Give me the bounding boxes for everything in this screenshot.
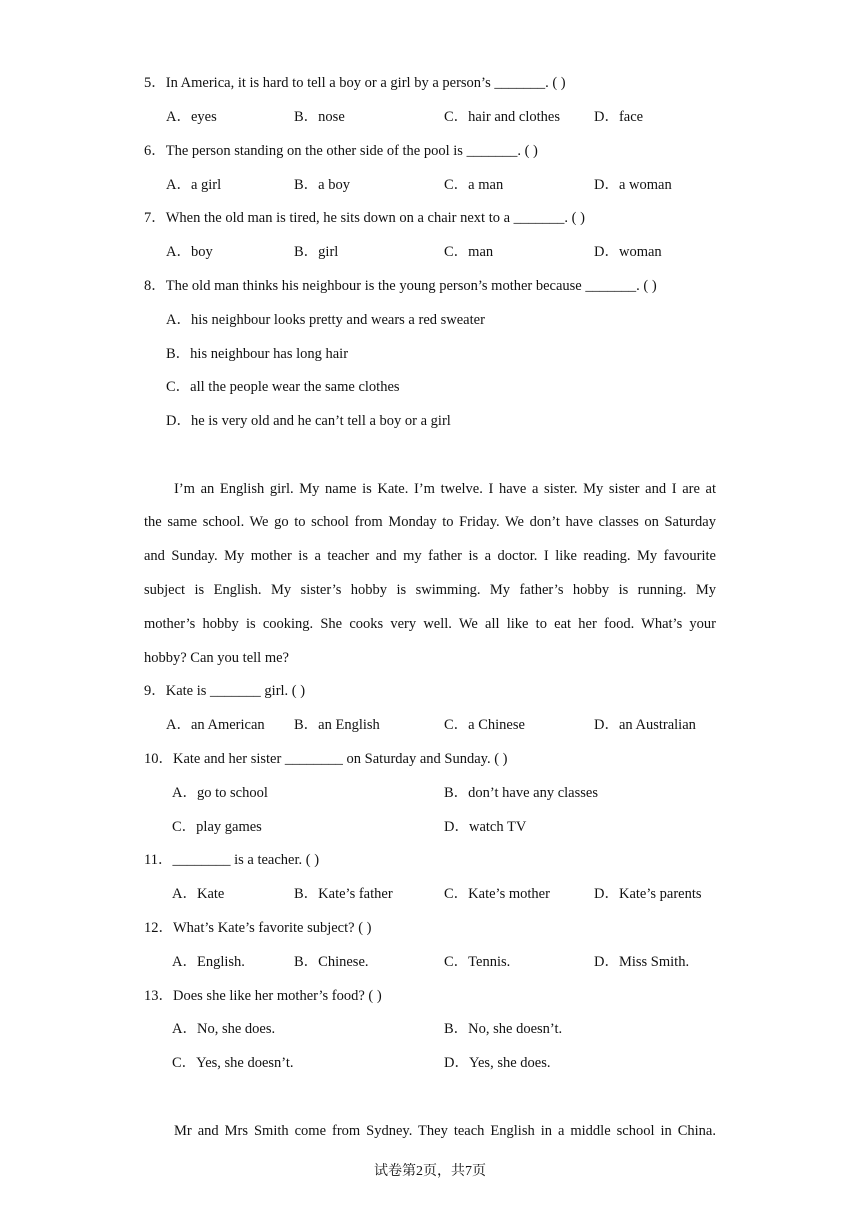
question-6-stem: 6．The person standing on the other side of the pool is _______. ( )	[144, 143, 538, 159]
question-6-option-d: D．a woman	[594, 177, 672, 193]
question-5-option-d: D．face	[594, 109, 644, 125]
question-11-option-d: D．Kate’s parents	[594, 886, 702, 902]
question-7-option-c: C．man	[444, 244, 494, 260]
question-11-stem: 11．________ is a teacher. ( )	[144, 852, 320, 868]
question-9-option-d: D．an Australian	[594, 717, 696, 733]
question-10-option-c: C．play games	[172, 819, 262, 835]
question-5-option-a: A．eyes	[166, 109, 217, 125]
question-13-stem: 13．Does she like her mother’s food? ( )	[144, 988, 382, 1004]
question-12-stem: 12．What’s Kate’s favorite subject? ( )	[144, 920, 372, 936]
question-11-option-b: B．Kate’s father	[294, 886, 393, 902]
question-13-option-c: C．Yes, she doesn’t.	[172, 1055, 294, 1071]
question-8-stem: 8．The old man thinks his neighbour is the young person’s mother because _______. ( )	[144, 278, 657, 294]
question-10-option-a: A．go to school	[172, 785, 268, 801]
page-number-footer: 试卷第2页，共7页	[374, 1164, 486, 1179]
question-7-option-d: D．woman	[594, 244, 662, 260]
question-5-stem: 5．In America, it is hard to tell a boy or a girl by a person’s _______. ( )	[144, 75, 566, 91]
question-12-option-b: B．Chinese.	[294, 954, 369, 970]
question-6-option-c: C．a man	[444, 177, 504, 193]
question-7-option-a: A．boy	[166, 244, 213, 260]
question-6-option-b: B．a boy	[294, 177, 350, 193]
passage-line-4: subject is English. My sister’s hobby is swimming. My father’s hobby is running. My	[144, 582, 716, 598]
question-8-option-d: D．he is very old and he can’t tell a boy or a girl	[166, 413, 451, 429]
question-11-option-a: A．Kate	[172, 886, 225, 902]
passage-line-1: I’m an English girl. My name is Kate. I’m twelve. I have a sister. My sister and I are at	[174, 481, 716, 497]
question-10-option-b: B．don’t have any classes	[444, 785, 598, 801]
question-12-option-d: D．Miss Smith.	[594, 954, 690, 970]
question-12-option-a: A．English.	[172, 954, 245, 970]
question-7-option-b: B．girl	[294, 244, 339, 260]
question-9-option-c: C．a Chinese	[444, 717, 525, 733]
passage-line-5: mother’s hobby is cooking. She cooks very well. We all like to eat her food. What’s your	[144, 616, 716, 632]
question-9-option-b: B．an English	[294, 717, 380, 733]
passage-line-6: hobby? Can you tell me?	[144, 650, 289, 666]
question-5-option-b: B．nose	[294, 109, 345, 125]
question-13-option-a: A．No, she does.	[172, 1021, 276, 1037]
question-6-option-a: A．a girl	[166, 177, 222, 193]
passage-line-3: and Sunday. My mother is a teacher and my father is a doctor. I like reading. My favourite	[144, 548, 716, 564]
question-13-option-b: B．No, she doesn’t.	[444, 1021, 563, 1037]
question-9-stem: 9．Kate is _______ girl. ( )	[144, 683, 306, 699]
question-8-option-a: A．his neighbour looks pretty and wears a red sweater	[166, 312, 485, 328]
question-13-option-d: D．Yes, she does.	[444, 1055, 551, 1071]
question-9-option-a: A．an American	[166, 717, 265, 733]
question-8-option-c: C．all the people wear the same clothes	[166, 379, 400, 395]
question-10-stem: 10．Kate and her sister ________ on Saturday and Sunday. ( )	[144, 751, 508, 767]
question-8-option-b: B．his neighbour has long hair	[166, 346, 349, 362]
question-12-option-c: C．Tennis.	[444, 954, 511, 970]
question-11-option-c: C．Kate’s mother	[444, 886, 550, 902]
passage2-line-1: Mr and Mrs Smith come from Sydney. They teach English in a middle school in China.	[174, 1123, 716, 1139]
question-10-option-d: D．watch TV	[444, 819, 527, 835]
question-5-option-c: C．hair and clothes	[444, 109, 560, 125]
question-7-stem: 7．When the old man is tired, he sits down on a chair next to a _______. ( )	[144, 210, 585, 226]
passage-line-2: the same school. We go to school from Monday to Friday. We don’t have classes on Saturday	[144, 514, 716, 530]
